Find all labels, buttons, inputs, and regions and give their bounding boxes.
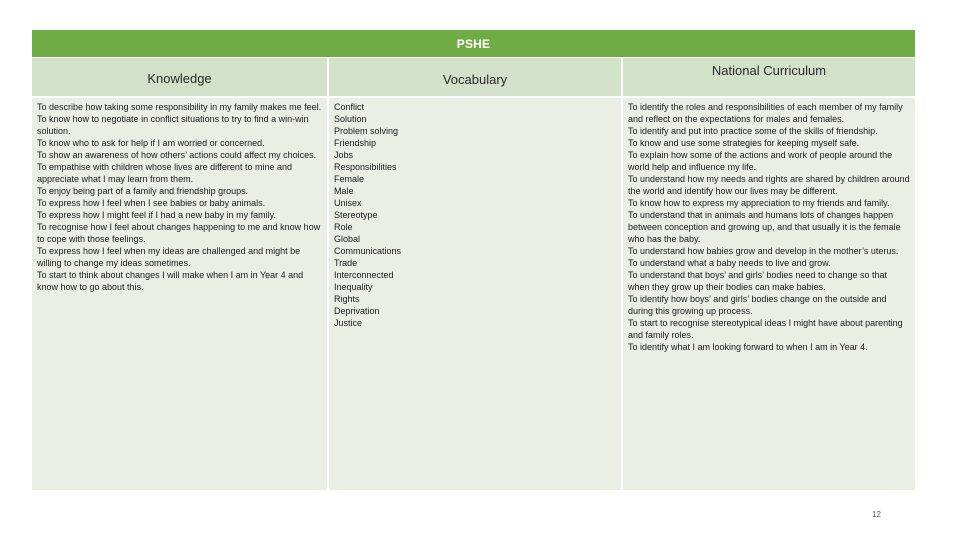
vocabulary-list — [329, 98, 623, 490]
list-item: To express how I might feel if I had a new baby in my family. — [37, 210, 276, 220]
vocabulary-header: Vocabulary — [329, 58, 623, 98]
list-item: Justice — [334, 318, 363, 328]
list-item: Friendship — [334, 138, 377, 148]
list-item: To start to think about changes I will make when I am in Year 4 and know how to go about this. — [37, 270, 304, 292]
list-item: To identify and put into practice some of the skills of friendship. — [628, 126, 878, 136]
list-item: Trade — [334, 258, 358, 268]
list-item: To identify what I am looking forward to when I am in Year 4. — [628, 342, 868, 352]
list-item: To start to recognise stereotypical ideas I might have about parenting and family roles. — [628, 318, 903, 340]
list-item: Jobs — [334, 150, 354, 160]
list-item: Inequality — [334, 282, 373, 292]
list-item: To identify the roles and responsibilities of each member of my family and reflect on the expectations for males and females. — [628, 102, 903, 124]
list-item: To empathise with children whose lives are different to mine and appreciate what I may learn from them. — [37, 162, 292, 184]
list-item: To understand what a baby needs to live and grow. — [628, 258, 831, 268]
page-number: 12 — [872, 510, 881, 519]
knowledge-header: Knowledge — [32, 58, 329, 98]
list-item: Problem solving — [334, 126, 399, 136]
curriculum-table — [32, 58, 915, 490]
list-item: To understand that in animals and humans lots of changes happen between conception and growing up, and that usually it is the female who has the baby. — [628, 210, 901, 244]
list-item: To know who to ask for help if I am worried or concerned. — [37, 138, 265, 148]
list-item: To understand how babies grow and develop in the mother’s uterus. — [628, 246, 899, 256]
list-item: To express how I feel when I see babies or baby animals. — [37, 198, 266, 208]
list-item: Female — [334, 174, 365, 184]
list-item: To express how I feel when my ideas are challenged and might be willing to change my ideas sometimes. — [37, 246, 301, 268]
list-item: Communications — [334, 246, 402, 256]
list-item: Interconnected — [334, 270, 394, 280]
list-item: Conflict — [334, 102, 365, 112]
list-item: Unisex — [334, 198, 362, 208]
page-title: PSHE — [32, 30, 915, 57]
national-curriculum-header: National Curriculum — [623, 58, 915, 98]
list-item: To understand that boys’ and girls’ bodies need to change so that when they grow up their bodies can make babies. — [628, 270, 888, 292]
list-item: Responsibilities — [334, 162, 397, 172]
list-item: To know how to negotiate in conflict situations to try to find a win-win solution. — [37, 114, 309, 136]
list-item: Role — [334, 222, 353, 232]
list-item: Rights — [334, 294, 360, 304]
list-item: Global — [334, 234, 361, 244]
list-item: Male — [334, 186, 354, 196]
list-item: To explain how some of the actions and work of people around the world help and influence my life. — [628, 150, 893, 172]
list-item: Deprivation — [334, 306, 380, 316]
list-item: To show an awareness of how others’ actions could affect my choices. — [37, 150, 317, 160]
list-item: To understand how my needs and rights are shared by children around the world and identify how our lives may be different. — [628, 174, 910, 196]
list-item: To recognise how I feel about changes happening to me and know how to cope with those feelings. — [37, 222, 321, 244]
knowledge-list — [32, 98, 329, 490]
list-item: To identify how boys’ and girls’ bodies change on the outside and during this growing up process. — [628, 294, 887, 316]
list-item: Solution — [334, 114, 367, 124]
list-item: To know and use some strategies for keeping myself safe. — [628, 138, 860, 148]
list-item: To know how to express my appreciation to my friends and family. — [628, 198, 890, 208]
list-item: To describe how taking some responsibility in my family makes me feel. — [37, 102, 322, 112]
list-item: To enjoy being part of a family and friendship groups. — [37, 186, 249, 196]
national-curriculum-list — [623, 98, 915, 490]
list-item: Stereotype — [334, 210, 378, 220]
